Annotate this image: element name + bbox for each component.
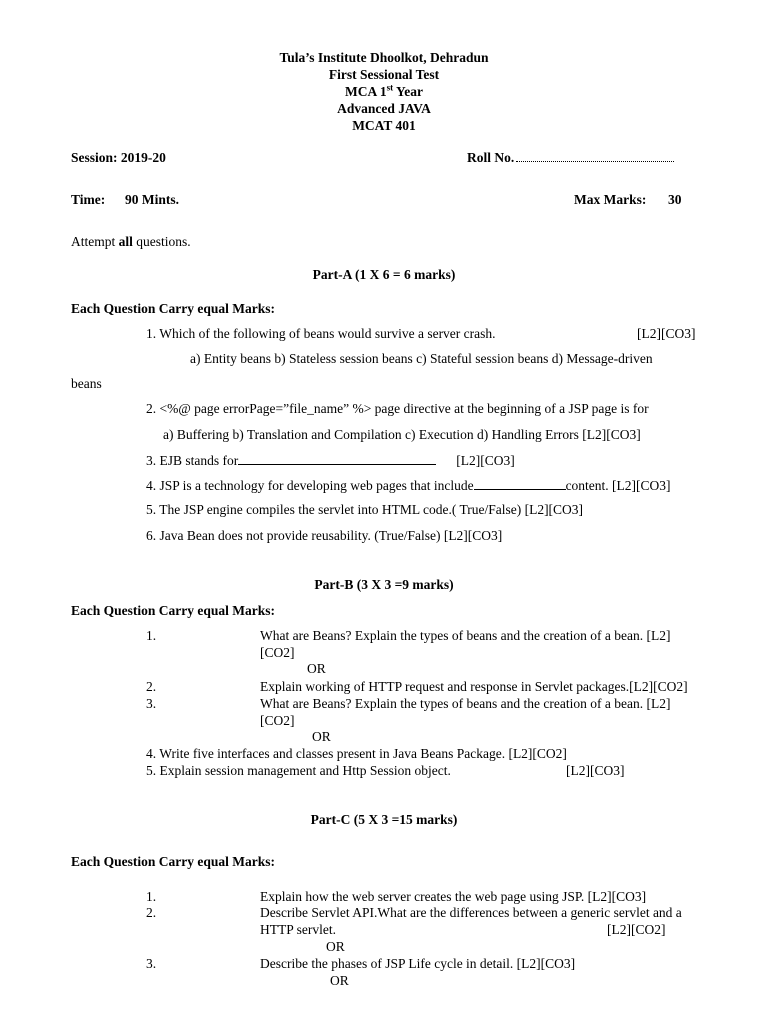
course-year xyxy=(0,84,768,100)
roll-label: Roll No. xyxy=(467,150,515,165)
part-a-q3 xyxy=(146,452,515,469)
course-code: MCAT 401 xyxy=(352,118,416,133)
time-label: Time: xyxy=(71,192,106,207)
session-label: Session: 2019-20 xyxy=(71,150,166,165)
institute-name: Tula’s Institute Dhoolkot, Dehradun xyxy=(279,50,489,65)
roll-number xyxy=(467,150,674,166)
part-c-q1-number: 1. xyxy=(146,889,157,904)
instruction-pre: Attempt xyxy=(71,234,119,249)
part-c-q2-number: 2. xyxy=(146,905,157,920)
part-c-title: Part-C (5 X 3 =15 marks) xyxy=(310,812,458,827)
part-a-subtitle: Each Question Carry equal Marks: xyxy=(71,301,275,316)
part-b-q5: 5. Explain session management and Http Session object. xyxy=(146,763,451,778)
part-c-q1: Explain how the web server creates the web page using JSP. [L2][CO3] xyxy=(260,889,647,904)
part-a-q1-options-wrap: beans xyxy=(71,376,102,391)
part-a-q4 xyxy=(146,477,671,494)
course-sup: st xyxy=(386,82,394,93)
part-b-q3: What are Beans? Explain the types of beans and the creation of a bean. [L2] xyxy=(260,696,671,711)
part-a-q1: 1. Which of the following of beans would survive a server crash. xyxy=(146,326,496,341)
part-a-q4-tail: content. [L2][CO3] xyxy=(565,478,671,493)
part-b-title: Part-B (3 X 3 =9 marks) xyxy=(314,577,454,592)
time-value: 90 Mints. xyxy=(125,192,179,207)
part-c-q2: Describe Servlet API.What are the differences between a generic servlet and a xyxy=(260,905,682,920)
part-c-or-2: OR xyxy=(330,973,349,988)
part-c-q3-number: 3. xyxy=(146,956,157,971)
part-b-or-2: OR xyxy=(312,729,331,744)
part-b-q2: Explain working of HTTP request and response in Servlet packages.[L2][CO2] xyxy=(260,679,688,694)
part-c-q3: Describe the phases of JSP Life cycle in detail. [L2][CO3] xyxy=(260,956,576,971)
test-name: First Sessional Test xyxy=(328,67,440,82)
part-a-q1-tag: [L2][CO3] xyxy=(637,326,696,341)
part-b-or-1: OR xyxy=(307,661,326,676)
instruction xyxy=(71,234,191,250)
part-b-q1-wrap: [CO2] xyxy=(260,645,295,660)
part-c-or-1: OR xyxy=(326,939,345,954)
part-b-q2-number: 2. xyxy=(146,679,157,694)
part-b-q5-tag: [L2][CO3] xyxy=(566,763,625,778)
part-b-subtitle: Each Question Carry equal Marks: xyxy=(71,603,275,618)
part-a-q2-options: a) Buffering b) Translation and Compilation c) Execution d) Handling Errors [L2][CO3] xyxy=(163,427,641,442)
part-a-q3-blank xyxy=(238,452,436,465)
part-a-q4-text: 4. JSP is a technology for developing web pages that include xyxy=(146,478,474,493)
roll-dotted-line xyxy=(516,151,674,162)
part-c-q2-wrap: HTTP servlet. xyxy=(260,922,336,937)
instruction-bold: all xyxy=(118,234,133,249)
part-a-q2: 2. <%@ page errorPage=”file_name” %> page directive at the beginning of a JSP page is for xyxy=(146,401,649,416)
part-a-q5: 5. The JSP engine compiles the servlet into HTML code.( True/False) [L2][CO3] xyxy=(146,502,584,517)
part-a-title: Part-A (1 X 6 = 6 marks) xyxy=(312,267,456,282)
part-a-q6: 6. Java Bean does not provide reusability. (True/False) [L2][CO3] xyxy=(146,528,503,543)
part-a-q1-options: a) Entity beans b) Stateless session beans c) Stateful session beans d) Message-driven xyxy=(190,351,653,366)
part-b-q3-number: 3. xyxy=(146,696,157,711)
part-a-q3-text: 3. EJB stands for xyxy=(146,453,239,468)
part-a-q3-tag: [L2][CO3] xyxy=(456,453,515,468)
part-c-q2-tag: [L2][CO2] xyxy=(607,922,666,937)
max-marks-value: 30 xyxy=(668,192,682,207)
course-suffix: Year xyxy=(393,84,423,99)
part-a-q4-blank xyxy=(474,477,566,490)
part-b-q4: 4. Write five interfaces and classes present in Java Beans Package. [L2][CO2] xyxy=(146,746,567,761)
part-c-subtitle: Each Question Carry equal Marks: xyxy=(71,854,275,869)
max-marks-label: Max Marks: xyxy=(574,192,647,207)
part-b-q3-wrap: [CO2] xyxy=(260,713,295,728)
part-b-q1-number: 1. xyxy=(146,628,157,643)
instruction-post: questions. xyxy=(132,234,191,249)
course-prefix: MCA 1 xyxy=(345,84,387,99)
subject-name: Advanced JAVA xyxy=(337,101,431,116)
part-b-q1: What are Beans? Explain the types of beans and the creation of a bean. [L2] xyxy=(260,628,671,643)
